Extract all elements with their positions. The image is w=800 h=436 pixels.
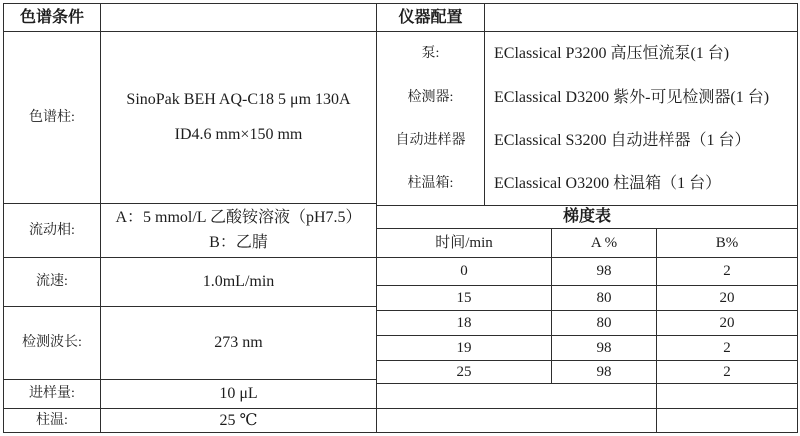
gradient-row-a: 98 [552,361,657,384]
pump-label: 泵: [377,32,485,76]
column-value-line2: ID4.6 mm×150 mm [174,126,303,143]
gradient-row-a: 98 [552,258,657,286]
gradient-row-time: 0 [377,258,552,286]
chromatography-conditions-table [3,3,377,433]
detector-value: EClassical D3200 紫外-可见检测器(1 台) [494,88,770,106]
flow-rate-label: 流速: [4,258,101,307]
right-table-header: 仪器配置 [377,4,485,32]
flow-rate-value: 1.0mL/min [101,258,376,307]
gradient-row-b: 2 [657,258,797,286]
wavelength-value: 273 nm [101,307,376,380]
gradient-empty-cell [377,409,657,432]
instrument-configuration-table [377,3,798,433]
gradient-col-a: A % [552,229,657,258]
gradient-empty-cell [657,384,797,409]
column-label: 色谱柱: [4,32,101,204]
gradient-row-a: 80 [552,311,657,336]
column-oven-value: EClassical O3200 柱温箱（1 台） [485,163,797,206]
left-header-empty-cell [101,4,376,32]
column-temp-label: 柱温: [4,409,101,432]
gradient-row-b: 20 [657,311,797,336]
mobile-phase-value [101,204,376,258]
gradient-row-time: 15 [377,286,552,311]
gradient-row-b: 2 [657,361,797,384]
gradient-row-b: 2 [657,336,797,361]
column-oven-label: 柱温箱: [377,163,485,206]
left-table-header: 色谱条件 [4,4,101,32]
autosampler-value: EClassical S3200 自动进样器（1 台） [494,132,751,149]
gradient-row-time: 25 [377,361,552,384]
pump-value: EClassical P3200 高压恒流泵(1 台) [494,45,730,62]
injection-volume-label: 进样量: [4,380,101,409]
gradient-row-a: 98 [552,336,657,361]
detector-label: 检测器: [377,76,485,119]
right-header-empty-cell [485,4,797,32]
gradient-row-b: 20 [657,286,797,311]
mobile-phase-line2: B：乙腈 [209,234,268,251]
autosampler-label: 自动进样器 [377,119,485,163]
gradient-col-b: B% [657,229,797,258]
gradient-table-title: 梯度表 [377,206,797,229]
column-temp-value: 25 ℃ [219,411,258,429]
gradient-row-time: 18 [377,311,552,336]
gradient-col-time: 时间/min [377,229,552,258]
column-value [101,32,376,204]
column-value-line1: SinoPak BEH AQ-C18 5 μm 130A [126,91,351,108]
gradient-row-time: 19 [377,336,552,361]
wavelength-label: 检测波长: [4,307,101,380]
gradient-empty-cell [657,409,797,432]
mobile-phase-label: 流动相: [4,204,101,258]
gradient-row-a: 80 [552,286,657,311]
gradient-empty-cell [377,384,657,409]
injection-volume-value: 10 μL [101,380,376,409]
mobile-phase-line1: A：5 mmol/L 乙酸铵溶液（pH7.5） [115,209,362,226]
